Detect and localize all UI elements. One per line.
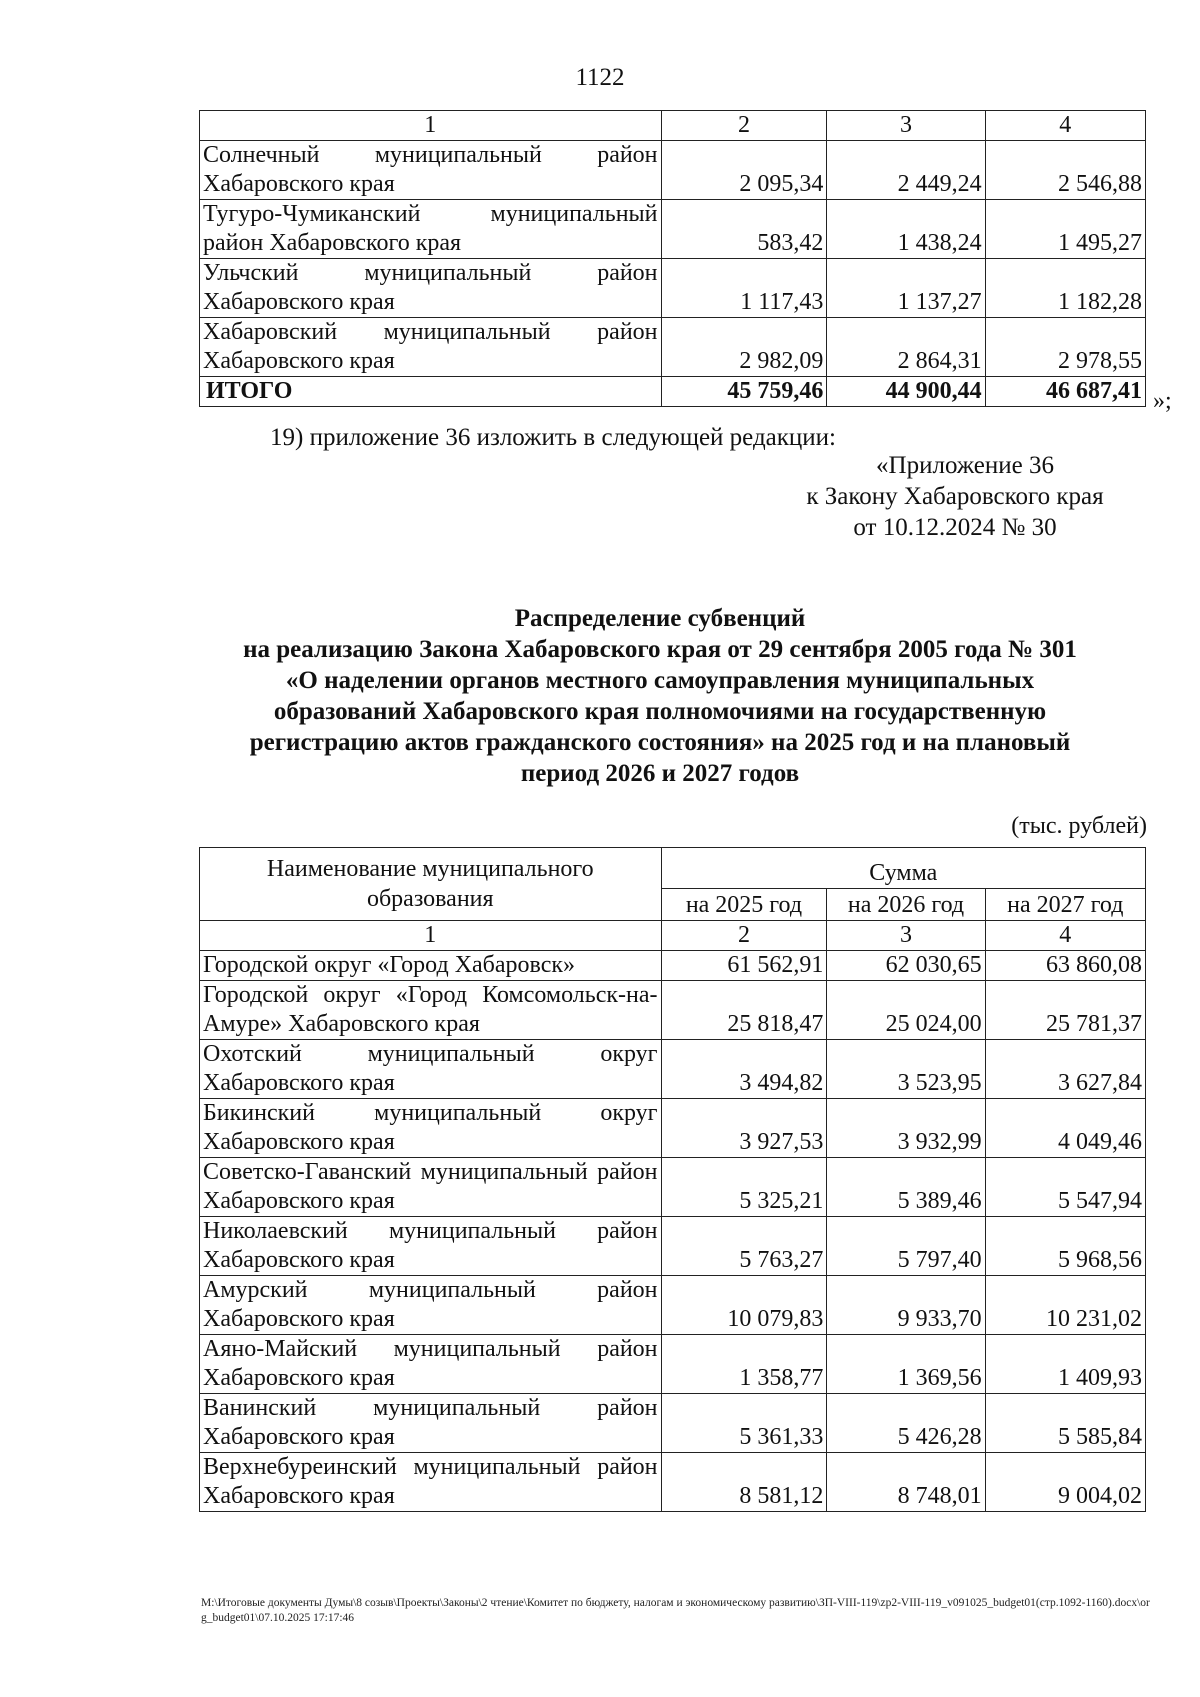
table-row — [200, 141, 1146, 200]
table-row — [200, 259, 1146, 318]
header-year-2026: на 2026 год — [827, 889, 985, 921]
table-header-row — [200, 848, 1146, 889]
value-2025: 3 494,82 — [661, 1040, 827, 1099]
value-2026: 9 933,70 — [827, 1276, 985, 1335]
appendix-reference — [760, 450, 1150, 543]
value-2026: 62 030,65 — [827, 951, 985, 981]
header-year-2025: на 2025 год — [661, 889, 827, 921]
value-2027: 1 409,93 — [985, 1335, 1145, 1394]
title-line: регистрацию актов гражданского состояния» на 2025 год и на плановый — [249, 729, 1071, 756]
appendix-line: от 10.12.2024 № 30 — [853, 514, 1057, 541]
table-header-row — [200, 111, 1146, 141]
col-number-2: 2 — [661, 921, 827, 951]
value-2027: 10 231,02 — [985, 1276, 1145, 1335]
total-2027: 46 687,41 — [985, 377, 1145, 407]
value-2026: 3 932,99 — [827, 1099, 985, 1158]
col-number-1: 1 — [200, 921, 662, 951]
value-2026: 2 864,31 — [827, 318, 985, 377]
value-2027: 1 182,28 — [985, 259, 1145, 318]
header-municipality: Наименование муниципального образования — [200, 848, 662, 921]
value-2025: 2 982,09 — [661, 318, 827, 377]
value-2025: 8 581,12 — [661, 1453, 827, 1512]
value-2026: 8 748,01 — [827, 1453, 985, 1512]
table-row — [200, 951, 1146, 981]
total-2025: 45 759,46 — [661, 377, 827, 407]
table-row — [200, 1158, 1146, 1217]
value-2025: 5 325,21 — [661, 1158, 827, 1217]
value-2027: 5 547,94 — [985, 1158, 1145, 1217]
municipality-name: Хабаровский муниципальный район Хабаровского края — [200, 318, 662, 377]
table-row — [200, 1099, 1146, 1158]
municipality-name: Аяно-Майский муниципальный район Хабаровского края — [200, 1335, 662, 1394]
municipality-name: Охотский муниципальный округ Хабаровского края — [200, 1040, 662, 1099]
table-numbering-row — [200, 921, 1146, 951]
value-2026: 5 426,28 — [827, 1394, 985, 1453]
value-2025: 25 818,47 — [661, 981, 827, 1040]
value-2027: 4 049,46 — [985, 1099, 1145, 1158]
municipality-name: Ульчский муниципальный район Хабаровского края — [200, 259, 662, 318]
municipality-name: Амурский муниципальный район Хабаровского края — [200, 1276, 662, 1335]
municipality-name: Тугуро-Чумиканский муниципальный район Хабаровского края — [200, 200, 662, 259]
document-title — [200, 603, 1120, 789]
municipality-name: Солнечный муниципальный район Хабаровского края — [200, 141, 662, 200]
title-line: Распределение субвенций — [514, 605, 806, 632]
value-2027: 2 546,88 — [985, 141, 1145, 200]
value-2025: 1 358,77 — [661, 1335, 827, 1394]
value-2026: 3 523,95 — [827, 1040, 985, 1099]
subsidy-distribution-table — [199, 847, 1146, 1512]
file-path-footer: M:\Итоговые документы Думы\8 созыв\Проекты\Законы\2 чтение\Комитет по бюджету, налогам и экономическому развитию\ЗП-VIII-119\zp2-VIII-119_v091025_budget01(стр.1092-1160).docx\org_budget01\07.10.2025 17:17:46 — [201, 1597, 1150, 1624]
value-2026: 25 024,00 — [827, 981, 985, 1040]
value-2025: 5 763,27 — [661, 1217, 827, 1276]
appendix-line: «Приложение 36 — [876, 452, 1054, 479]
value-2027: 5 968,56 — [985, 1217, 1145, 1276]
col-number-3: 3 — [827, 111, 985, 141]
units-label: (тыс. рублей) — [1011, 813, 1147, 839]
page-number: 1122 — [575, 64, 625, 91]
col-number-4: 4 — [985, 111, 1145, 141]
total-row — [200, 377, 1146, 407]
table-row — [200, 981, 1146, 1040]
value-2025: 2 095,34 — [661, 141, 827, 200]
value-2027: 25 781,37 — [985, 981, 1145, 1040]
value-2025: 3 927,53 — [661, 1099, 827, 1158]
value-2026: 5 797,40 — [827, 1217, 985, 1276]
value-2027: 2 978,55 — [985, 318, 1145, 377]
value-2027: 1 495,27 — [985, 200, 1145, 259]
table-row — [200, 200, 1146, 259]
municipality-name: Городской округ «Город Хабаровск» — [200, 951, 662, 981]
municipality-name: Городской округ «Город Комсомольск-на-Амуре» Хабаровского края — [200, 981, 662, 1040]
title-line: на реализацию Закона Хабаровского края от 29 сентября 2005 года № 301 — [243, 636, 1077, 663]
col-number-1: 1 — [200, 111, 662, 141]
value-2025: 5 361,33 — [661, 1394, 827, 1453]
appendix-line: к Закону Хабаровского края — [806, 483, 1104, 510]
total-2026: 44 900,44 — [827, 377, 985, 407]
closing-quote: »; — [1153, 388, 1172, 414]
value-2026: 1 438,24 — [827, 200, 985, 259]
col-number-3: 3 — [827, 921, 985, 951]
table-row — [200, 1453, 1146, 1512]
table-row — [200, 1217, 1146, 1276]
total-label: ИТОГО — [200, 377, 662, 407]
value-2026: 5 389,46 — [827, 1158, 985, 1217]
table-row — [200, 1394, 1146, 1453]
table-row — [200, 1335, 1146, 1394]
municipality-name: Советско-Гаванский муниципальный район Хабаровского края — [200, 1158, 662, 1217]
title-line: период 2026 и 2027 годов — [520, 760, 800, 787]
municipality-name: Ванинский муниципальный район Хабаровского края — [200, 1394, 662, 1453]
value-2027: 3 627,84 — [985, 1040, 1145, 1099]
value-2025: 583,42 — [661, 200, 827, 259]
municipality-name: Бикинский муниципальный округ Хабаровского края — [200, 1099, 662, 1158]
municipality-name: Николаевский муниципальный район Хабаровского края — [200, 1217, 662, 1276]
title-line: «О наделении органов местного самоуправления муниципальных — [285, 667, 1035, 694]
title-line: образований Хабаровского края полномочиями на государственную — [273, 698, 1047, 725]
value-2027: 63 860,08 — [985, 951, 1145, 981]
table-row — [200, 1276, 1146, 1335]
value-2027: 5 585,84 — [985, 1394, 1145, 1453]
value-2025: 10 079,83 — [661, 1276, 827, 1335]
col-number-4: 4 — [985, 921, 1145, 951]
value-2026: 2 449,24 — [827, 141, 985, 200]
table-row — [200, 318, 1146, 377]
header-sum: Сумма — [661, 848, 1145, 889]
value-2026: 1 137,27 — [827, 259, 985, 318]
value-2026: 1 369,56 — [827, 1335, 985, 1394]
header-year-2027: на 2027 год — [985, 889, 1145, 921]
municipality-name: Верхнебуреинский муниципальный район Хабаровского края — [200, 1453, 662, 1512]
value-2025: 1 117,43 — [661, 259, 827, 318]
col-number-2: 2 — [661, 111, 827, 141]
value-2025: 61 562,91 — [661, 951, 827, 981]
table-continuation — [199, 110, 1146, 407]
amendment-instruction: 19) приложение 36 изложить в следующей редакции: — [270, 424, 836, 451]
table-row — [200, 1040, 1146, 1099]
value-2027: 9 004,02 — [985, 1453, 1145, 1512]
